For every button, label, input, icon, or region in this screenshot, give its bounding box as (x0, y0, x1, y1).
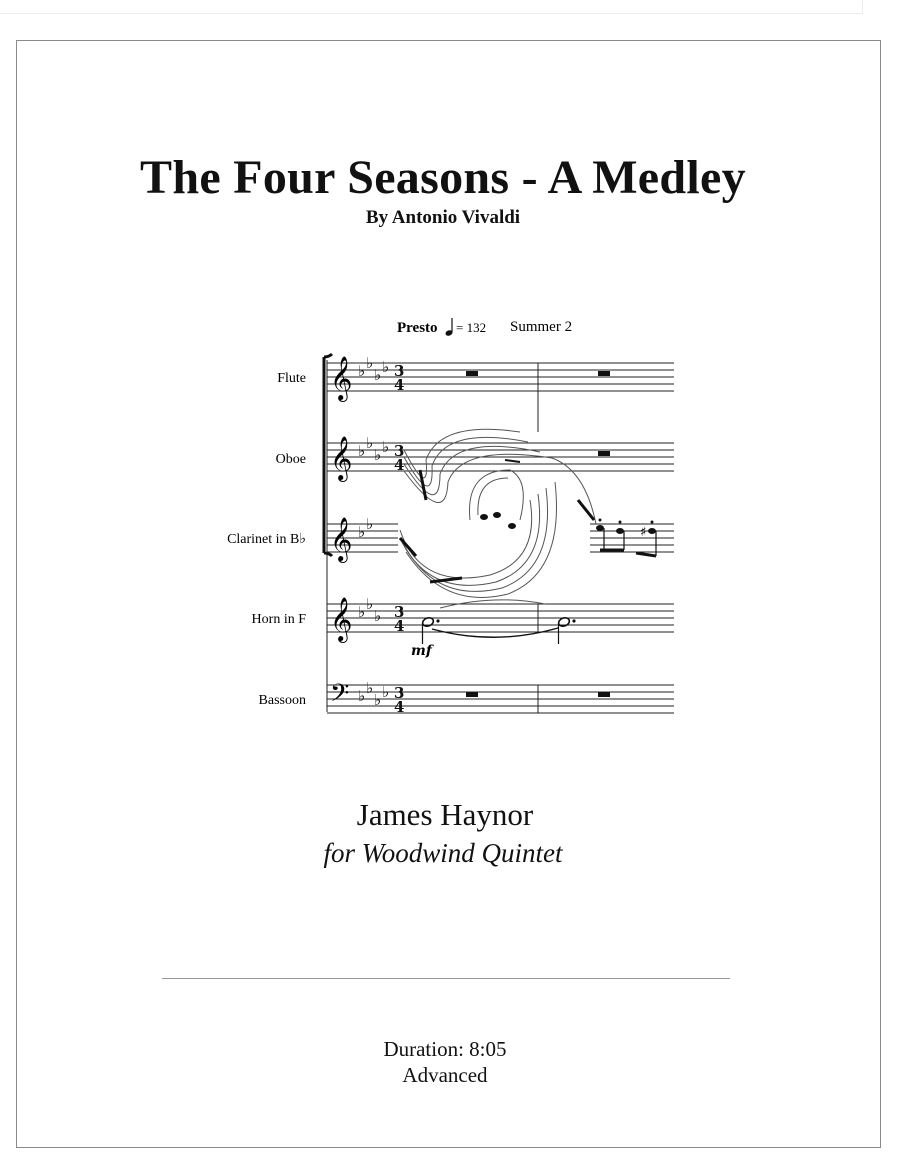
svg-text:3: 3 (394, 684, 405, 702)
difficulty-level: Advanced (402, 1063, 488, 1087)
instrument-name-bassoon: Bassoon (258, 693, 306, 708)
measure-rest (466, 371, 478, 376)
svg-text:♭: ♭ (366, 595, 374, 613)
measure-rest (598, 371, 610, 376)
svg-text:♭: ♭ (374, 446, 382, 464)
svg-text:♭: ♭ (358, 362, 366, 380)
quarter-note-icon (445, 318, 454, 337)
svg-text:♭: ♭ (358, 523, 366, 541)
treble-clef-icon: 𝄞 (330, 517, 353, 561)
measure-rest (598, 692, 610, 697)
svg-text:♭: ♭ (382, 438, 390, 456)
svg-text:♯: ♯ (640, 525, 647, 540)
svg-text:♭: ♭ (382, 358, 390, 376)
key-signature-clarinet (358, 515, 373, 541)
tempo-marking: Presto (397, 320, 438, 336)
staff-clarinet (327, 524, 674, 552)
key-signature-horn (358, 595, 381, 625)
arranger-name: James Haynor (356, 797, 534, 832)
svg-text:3: 3 (394, 603, 405, 621)
dynamic-marking: mf (411, 643, 432, 659)
page-title: The Four Seasons - A Medley (140, 151, 746, 204)
horn-notes (421, 600, 575, 644)
svg-text:♭: ♭ (374, 607, 382, 625)
divider (162, 978, 730, 979)
bass-clef-icon: 𝄢 (330, 679, 350, 714)
svg-text:4: 4 (394, 376, 405, 394)
svg-text:♭: ♭ (358, 603, 366, 621)
key-signature-flute (358, 354, 389, 384)
svg-text:4: 4 (394, 617, 405, 635)
instrument-name-clarinet: Clarinet in B♭ (227, 532, 306, 547)
svg-text:♭: ♭ (366, 515, 374, 533)
instrument-name-horn: Horn in F (251, 612, 306, 627)
svg-text:♭: ♭ (382, 683, 390, 701)
svg-text:♭: ♭ (374, 366, 382, 384)
treble-clef-icon: 𝄞 (330, 356, 353, 400)
svg-text:3: 3 (394, 362, 405, 380)
key-signature-oboe (358, 434, 389, 464)
key-signature-bassoon (358, 679, 389, 709)
top-strip (0, 0, 863, 14)
movement-label: Summer 2 (510, 319, 573, 335)
svg-text:♭: ♭ (358, 442, 366, 460)
svg-text:3: 3 (394, 442, 405, 460)
tempo-value: = 132 (456, 320, 487, 335)
svg-text:4: 4 (394, 456, 405, 474)
instrument-name-oboe: Oboe (275, 452, 306, 467)
score-excerpt (0, 300, 900, 730)
svg-text:♭: ♭ (366, 679, 374, 697)
svg-text:4: 4 (394, 698, 405, 716)
treble-clef-icon: 𝄞 (330, 436, 353, 480)
svg-text:♭: ♭ (366, 434, 374, 452)
measure-rest (466, 692, 478, 697)
svg-text:♭: ♭ (366, 354, 374, 372)
svg-text:♭: ♭ (358, 687, 366, 705)
svg-text:♭: ♭ (374, 691, 382, 709)
ensemble-label: for Woodwind Quintet (323, 838, 563, 868)
composer-credit: By Antonio Vivaldi (365, 207, 521, 228)
measure-rest (598, 451, 610, 456)
duration-text: Duration: 8:05 (383, 1037, 507, 1061)
treble-clef-icon: 𝄞 (330, 597, 353, 641)
instrument-name-flute: Flute (277, 371, 306, 386)
